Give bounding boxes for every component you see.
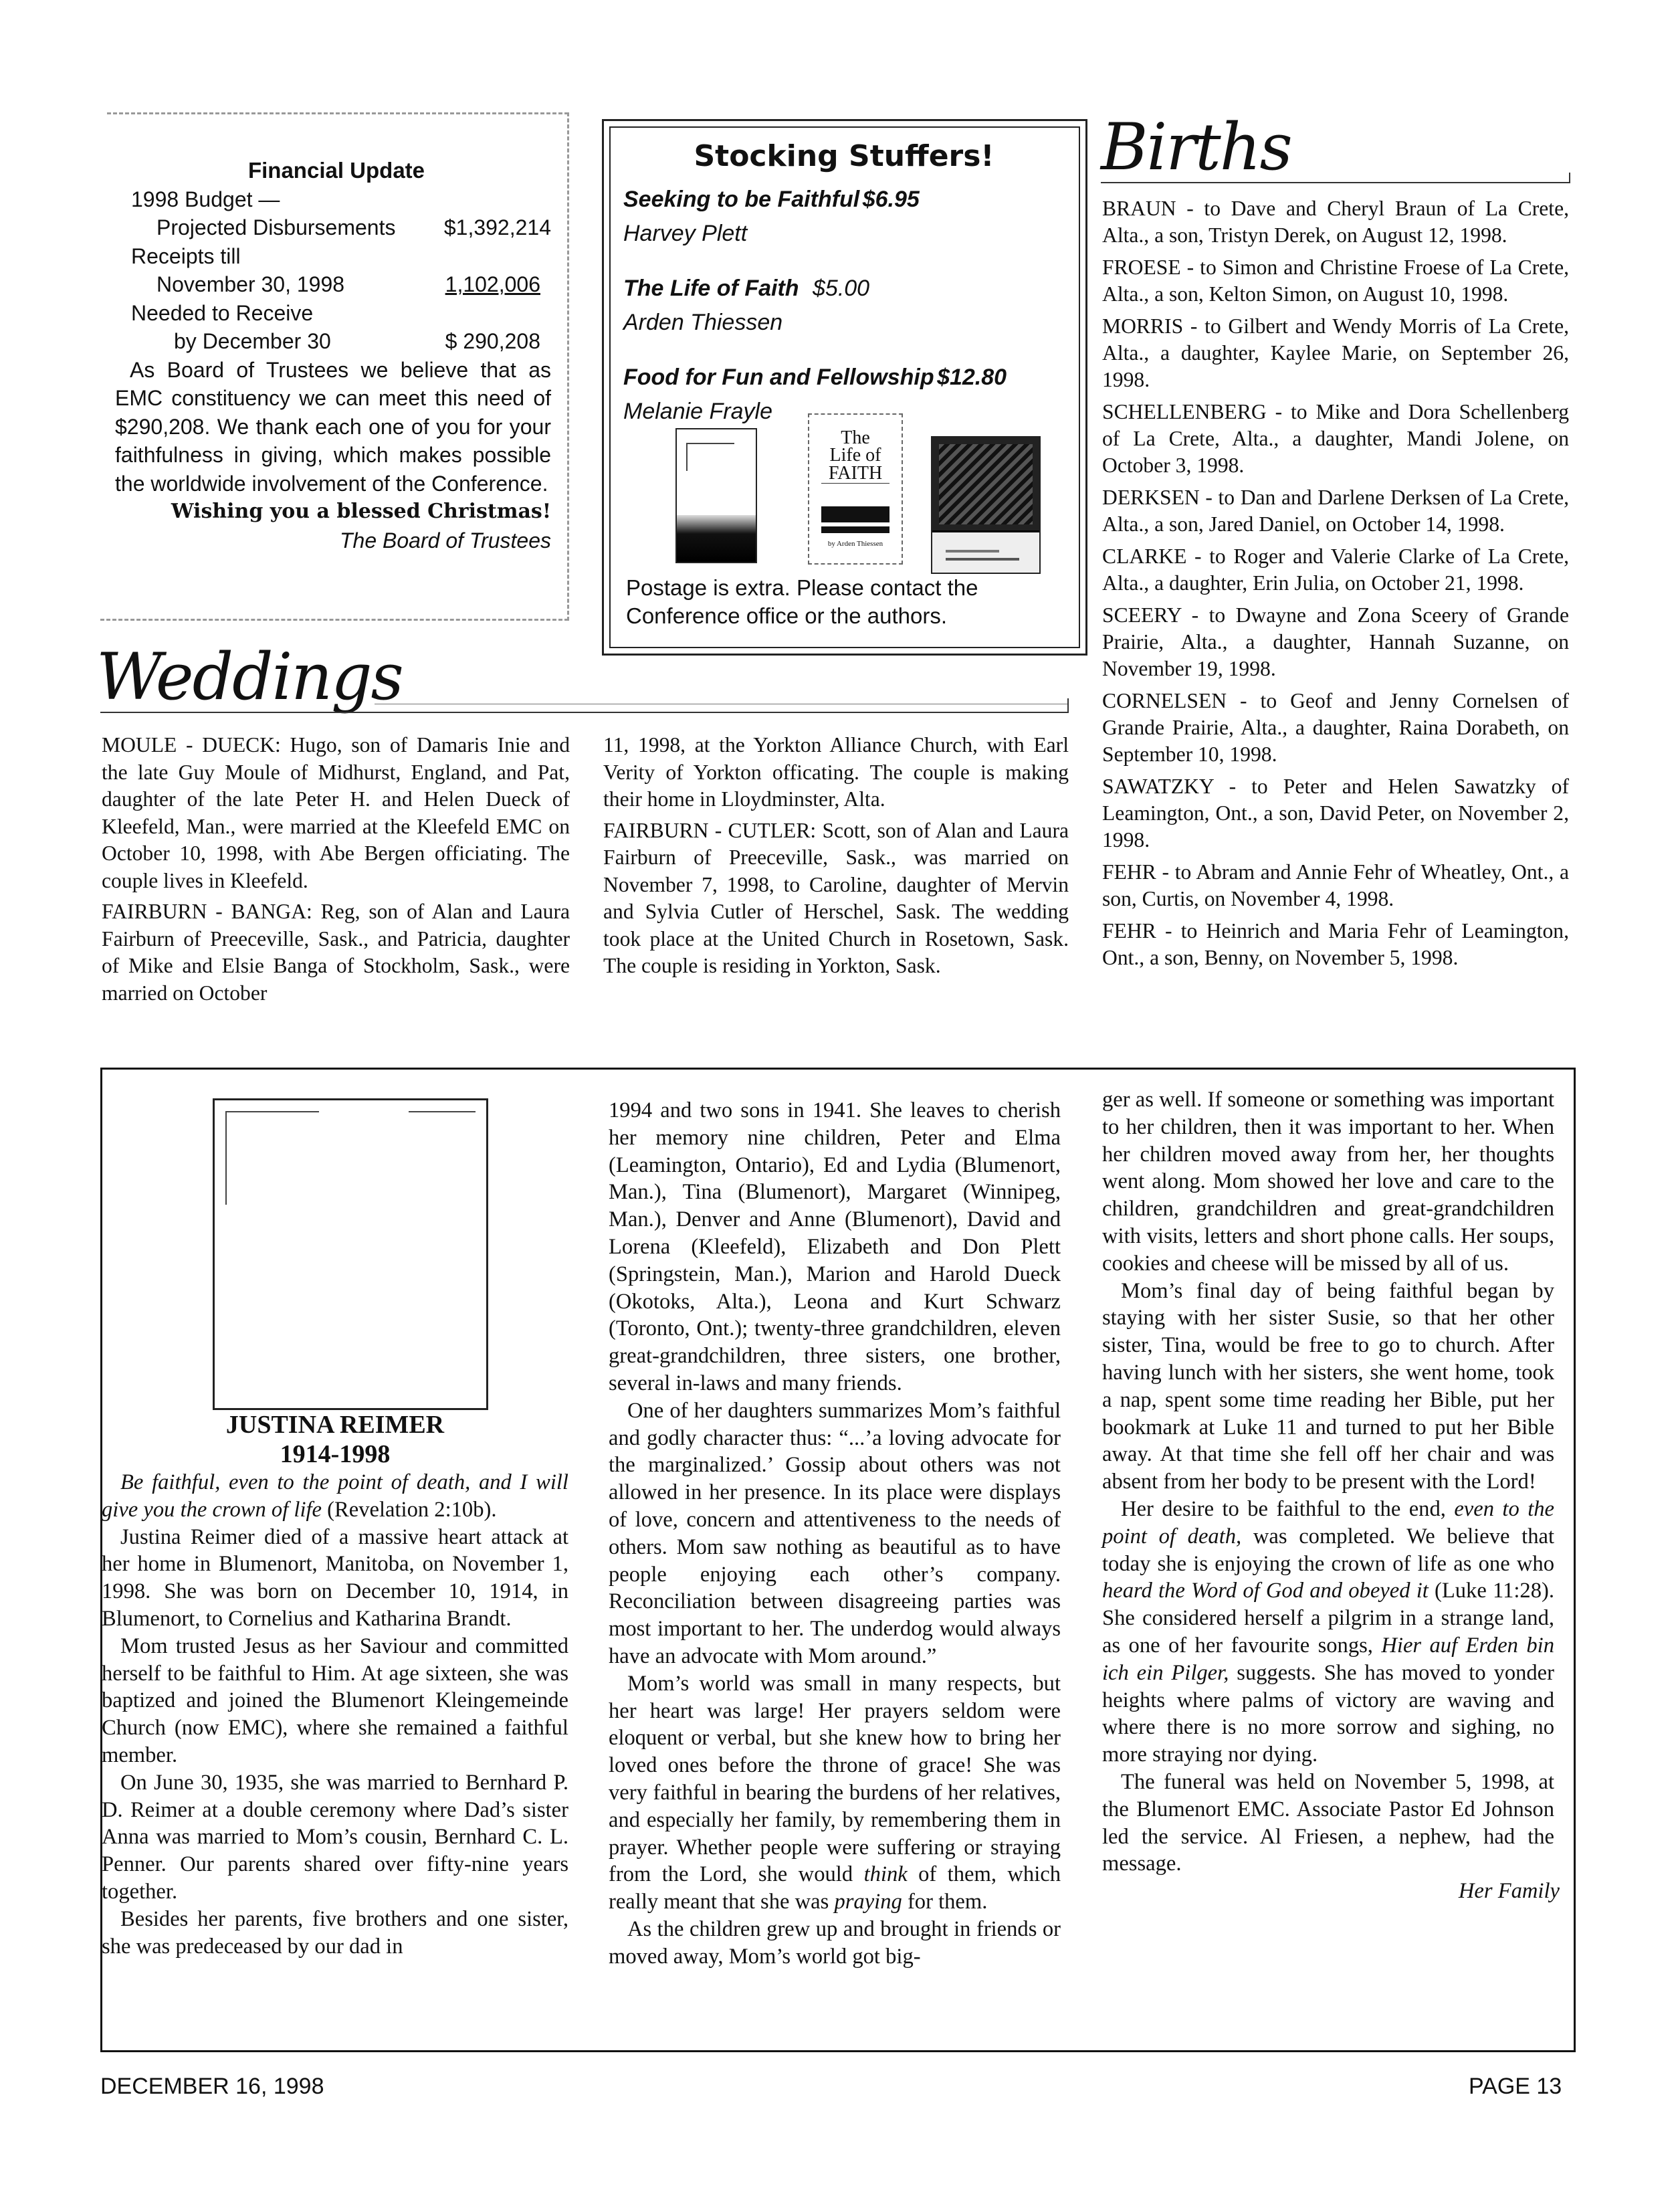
book-cover-seeking [675,428,757,563]
needed-label: Needed to Receive [131,300,314,325]
receipts-value: 1,102,006 [445,272,540,296]
book-author-1: Harvey Plett [623,221,748,246]
stocking-title: Stocking Stuffers! [694,139,994,173]
obituary-column-3 [1102,1086,1560,1905]
obit-col3-p4: The funeral was held on November 5, 1998, at the Blumenort EMC. Associate Pastor Ed Johnson led the service. Al Friesen, a nephew, had the message. [1102,1769,1554,1876]
receipts-label: Receipts till [131,243,241,268]
disbursements-label: Projected Disbursements [156,215,396,239]
book-cover-life-of-faith [808,413,903,565]
wedding-paragraph-col1-2: FAIRBURN - BANGA: Reg, son of Alan and Laura Fairburn of Preeceville, Sask., and Patricia, daughter of Mike and Elsie Banga of Stockholm, Sask., were married on October [102,900,570,1005]
births-title: Births [1101,110,1291,185]
financial-message: As Board of Trustees we believe that as EMC constituency we can meet this need of $290,208. We thank each one of you for your faithfulness in giving, which makes possible the worldwide involvement of the Conference. [115,357,551,496]
obituary-verse: Be faithful, even to the point of death, and I will give you the crown of life [102,1470,568,1522]
book-item-2 [623,274,1065,308]
obit-col1-paragraph-2: Mom trusted Jesus as her Saviour and committed herself to be faithful to Him. At age sixteen, she was baptized and joined the Blumenort Kleingemeinde Church (now EMC), where she remained a faithful member. [102,1633,568,1767]
weddings-title-rule [100,712,1069,713]
book-price-2: $5.00 [813,276,870,301]
obit-col3-p1: ger as well. If someone or something was important to her children, then it was important to her. When her children moved away from her, her thoughts went along. Mom showed her love and care to the children, grandchildren and great-grandchildren with visits, letters and short phone calls. Her soups, cookies and cheese will be missed by all of us. [1102,1088,1554,1276]
cover-title-2: Life of [829,445,881,466]
footer-page: PAGE 13 [1469,2074,1562,2099]
obit-col2-p2: One of her daughters summarizes Mom’s faithful and godly character thus: “...’a loving advocate for the marginalized.’ Gossip about others was not allowed in her presence. In its place were displays of love, concern and attentiveness to the needs of others. Mom saw nothing as beautiful as to have people enjoying each other’s company. Reconciliation between disagreeing parties was most important to her. The underdog would always have an advocate with Mom around.” [609,1398,1061,1668]
cover-title-3: FAITH [821,464,889,484]
birth-entry-4: SCHELLENBERG - to Mike and Dora Schellenberg of La Crete, Alta., a daughter, Mandi Jolene, on October 3, 1998. [1102,400,1569,477]
christmas-greeting: Wishing you a blessed Christmas! [171,500,551,523]
book-author-3: Melanie Frayle [623,399,772,424]
obituary-verse-ref: (Revelation 2:10b). [327,1497,497,1522]
disbursements-value: $1,392,214 [443,215,551,239]
birth-entry-6: CLARKE - to Roger and Valerie Clarke of La Crete, Alta., a daughter, Erin Julia, on October 21, 1998. [1102,544,1569,595]
wedding-paragraph-col2-1: 11, 1998, at the Yorkton Alliance Church, with Earl Verity of Yorkton officating. The couple is making their home in Lloydminster, Alta. [603,733,1069,811]
book-item-1 [623,185,1065,219]
obituary-years: 1914-1998 [280,1440,391,1468]
births-rule-end [1569,173,1570,183]
financial-update [115,157,551,555]
birth-entry-1: BRAUN - to Dave and Cheryl Braun of La Crete, Alta., a son, Tristyn Derek, on August 12, 1998. [1102,197,1569,247]
birth-entry-5: DERKSEN - to Dan and Darlene Derksen of La Crete, Alta., a son, Jared Daniel, on October 14, 1998. [1102,486,1569,536]
budget-label: 1998 Budget — [131,187,280,211]
weddings-title: Weddings [96,639,403,714]
book-price-3: $12.80 [937,365,1007,390]
obit-col1-paragraph-3: On June 30, 1935, she was married to Bernhard P. D. Reimer at a double ceremony where Dad’s sister Anna was married to Mom’s cousin, Bernhard C. L. Penner. Our parents shared over fifty-nine years together. [102,1770,568,1904]
weddings-column-2 [603,732,1069,984]
obituary-signature: Her Family [1458,1879,1560,1904]
births-list [1102,195,1569,977]
obituary-photo-frame [213,1098,488,1410]
obit-col1-paragraph-4: Besides her parents, five brothers and one sister, she was predeceased by our dad in [102,1906,568,1959]
book-title-2: The Life of Faith [623,276,799,301]
postage-note: Postage is extra. Please contact the Conference office or the authors. [626,575,978,628]
obit-col3-p3: Her desire to be faithful to the end, even to the point of death, was completed. We believe that today she is enjoying the crown of life as one who heard the Word of God and obeyed it (Luke 11:28). She considered herself a pilgrim in a strange land, as one of her favourite songs, Hier auf Erden bin ich ein Pilger, suggests. She has moved to yonder heights where palms of victory are waving and where there is no more sorrow and sighing, no more straying nor dying. [1102,1496,1555,1767]
receipts-date: November 30, 1998 [156,272,345,296]
cover-author: by Arden Thiessen [827,540,883,548]
birth-entry-3: MORRIS - to Gilbert and Wendy Morris of La Crete, Alta., a daughter, Kaylee Marie, on September 26, 1998. [1102,314,1569,391]
obit-col2-p1: 1994 and two sons in 1941. She leaves to cherish her memory nine children, Peter and Elma (Leamington, Ontario), Ed and Lydia (Blumenort, Man.), Tina (Blumenort), Margaret (Winnipeg, Man.), Denver and Anne (Blumenort), David and Lorena (Kleefeld), Elizabeth and Don Plett (Springstein, Man.), Marion and Harold Dueck (Okotoks, Alta.), Leona and Kurt Schwarz (Toronto, Ont.); twenty-three grandchildren, eleven great-grandchildren, three sisters, one brother, several in-laws and many friends. [609,1098,1061,1395]
obit-col3-p2: Mom’s final day of being faithful began by staying with her sister Susie, so that her other sister, Tina, would be free to go to church. After having lunch with her sisters, she went home, took a nap, spent some time reading her Bible, put her bookmark at Luke 11 and turned to put her Bible away. At that time she fell off her chair and was absent from her body to be present with the Lord! [1102,1278,1554,1494]
birth-entry-7: SCEERY - to Dwayne and Zona Sceery of Grande Prairie, Alta., a daughter, Hannah Suzanne, on November 19, 1998. [1102,603,1569,680]
obituary-column-2 [609,1097,1061,1971]
book-title-1: Seeking to be Faithful [623,187,860,212]
trustees-signature: The Board of Trustees [340,528,551,553]
wedding-paragraph-col1-1: MOULE - DUECK: Hugo, son of Damaris Inie and the late Guy Moule of Midhurst, England, and Pat, daughter of the late Peter H. and Helen Dueck of Kleefeld, Man., were married at the Kleefeld EMC on October 10, 1998, with Abe Bergen officiating. The couple lives in Kleefeld. [102,733,570,892]
financial-box-right-border [567,112,569,621]
obituary-name: JUSTINA REIMER [225,1411,445,1439]
obit-col2-p4: As the children grew up and brought in friends or moved away, Mom’s world got big- [609,1916,1061,1969]
book-item-3 [623,363,1065,397]
needed-value: $ 290,208 [445,329,540,353]
obit-col2-p3: Mom’s world was small in many respects, but her heart was large! Her prayers seldom were eloquent or verbal, but she knew how to bring her loved ones before the throne of grace! She was very faithful in bearing the burdens of her relatives, and especially her family, by remembering them in prayer. Whether people were suffering or straying from the Lord, she would think of them, which really meant that she was praying for them. [609,1671,1061,1914]
birth-entry-10: FEHR - to Abram and Annie Fehr of Wheatley, Ont., a son, Curtis, on November 4, 1998. [1102,860,1569,910]
birth-entry-2: FROESE - to Simon and Christine Froese of La Crete, Alta., a son, Kelton Simon, on August 10, 1998. [1102,256,1569,306]
financial-box-top-border [107,112,568,114]
birth-entry-11: FEHR - to Heinrich and Maria Fehr of Leamington, Ont., a son, Benny, on November 5, 1998. [1102,919,1569,969]
needed-date: by December 30 [174,329,331,353]
births-title-rule [1101,182,1569,183]
book-cover-food-fun [931,436,1041,574]
book-author-2: Arden Thiessen [623,310,783,335]
financial-box-bottom-border [100,619,568,621]
cover-title-1: The [841,427,870,448]
wedding-paragraph-col2-2: FAIRBURN - CUTLER: Scott, son of Alan and Laura Fairburn of Preeceville, Sask., was married on November 7, 1998, to Caroline, daughter of Mervin and Sylvia Cutler of Herschel, Sask. The wedding took place at the United Church in Rosetown, Sask. The couple is residing in Yorkton, Sask. [603,818,1069,977]
birth-entry-8: CORNELSEN - to Geof and Jenny Cornelsen of Grande Prairie, Alta., a daughter, Raina Dorabeth, on September 10, 1998. [1102,689,1569,766]
book-title-3: Food for Fun and Fellowship [623,365,934,390]
footer-date: DECEMBER 16, 1998 [100,2074,324,2099]
obituary-column-1 [102,1410,568,1960]
stocking-stuffers [623,138,1065,426]
birth-entry-9: SAWATZKY - to Peter and Helen Sawatzky of Leamington, Ont., a son, David Peter, on November 2, 1998. [1102,775,1569,852]
book-price-1: $6.95 [862,187,920,212]
weddings-rule-end [1067,698,1069,712]
obit-col1-paragraph-1: Justina Reimer died of a massive heart attack at her home in Blumenort, Manitoba, on November 1, 1998. She was born on December 10, 1914, in Blumenort, to Cornelius and Katharina Brandt. [102,1524,568,1631]
weddings-column-1 [102,732,570,1011]
financial-title: Financial Update [247,158,425,183]
